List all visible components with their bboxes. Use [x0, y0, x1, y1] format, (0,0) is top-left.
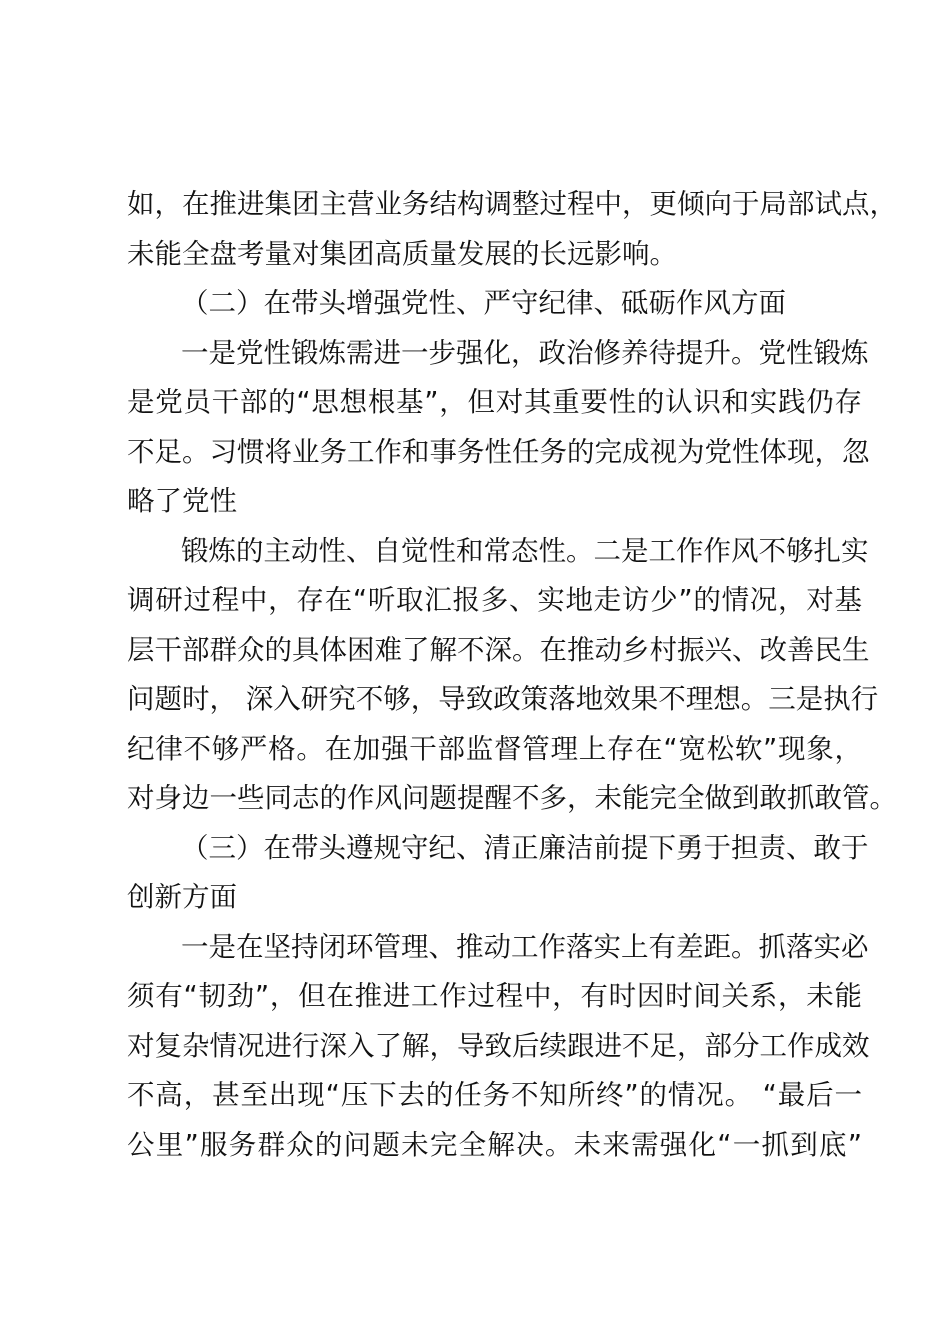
- text-line: 调研过程中，存在“听取汇报多、实地走访少”的情况，对基: [127, 584, 862, 616]
- body-text: [127, 180, 897, 1170]
- text-line: 一是在坚持闭环管理、推动工作落实上有差距。抓落实必: [181, 930, 869, 963]
- text-line: 不高，甚至出现“压下去的任务不知所终”的情况。 “最后一: [127, 1079, 862, 1111]
- section-heading: （二）在带头增强党性、严守纪律、砥砺作风方面: [181, 287, 786, 319]
- text-line: 锻炼的主动性、自觉性和常态性。二是工作作风不够扎实: [181, 534, 869, 567]
- text-line: 公里”服务群众的问题未完全解决。未来需强化“一抓到底”: [127, 1128, 862, 1161]
- section-heading-continued: 创新方面: [127, 881, 237, 913]
- text-line: 须有“韧劲”，但在推进工作过程中，有时因时间关系，未能: [127, 980, 862, 1012]
- text-line: 是党员干部的“思想根基”，但对其重要性的认识和实践仍存: [127, 386, 862, 418]
- text-line: 层干部群众的具体困难了解不深。在推动乡村振兴、改善民生: [127, 633, 870, 666]
- text-line: 问题时， 深入研究不够，导致政策落地效果不理想。三是执行: [127, 683, 879, 715]
- text-line: 对身边一些同志的作风问题提醒不多，未能完全做到敢抓敢管。: [127, 782, 897, 814]
- text-line: 对复杂情况进行深入了解，导致后续跟进不足，部分工作成效: [127, 1029, 870, 1062]
- text-line: 不足。习惯将业务工作和事务性任务的完成视为党性体现，忽: [127, 435, 870, 468]
- text-line: 纪律不够严格。在加强干部监督管理上存在“宽松软”现象，: [127, 732, 862, 765]
- text-line: 如，在推进集团主营业务结构调整过程中，更倾向于局部试点，: [127, 188, 897, 220]
- text-line: 未能全盘考量对集团高质量发展的长远影响。: [127, 237, 677, 270]
- section-heading: （三）在带头遵规守纪、清正廉洁前提下勇于担责、敢于: [181, 831, 869, 864]
- text-line: 一是党性锻炼需进一步强化，政治修养待提升。党性锻炼: [181, 336, 869, 369]
- text-line: 略了党性: [127, 485, 237, 517]
